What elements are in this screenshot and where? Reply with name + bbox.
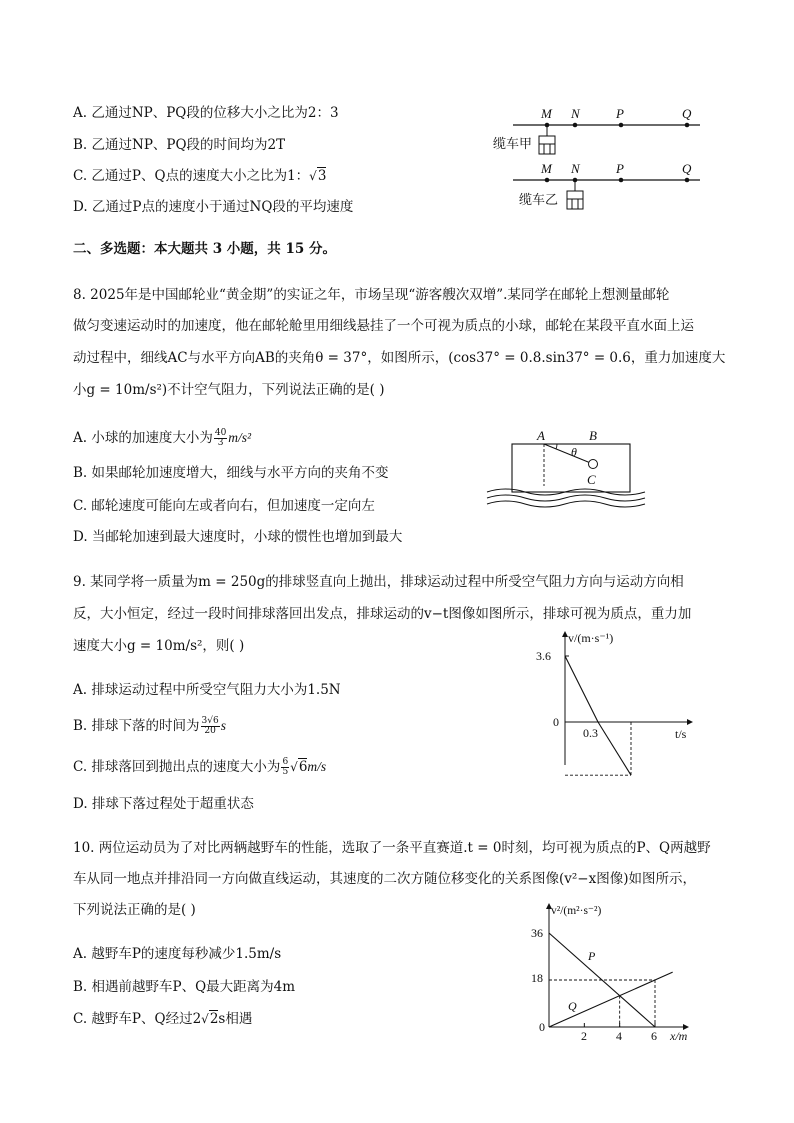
point-p-bottom: P [616,161,624,176]
cable-car-b-icon [567,180,583,209]
q10-stem-line2: 车从同一地点并排沿同一方向做直线运动，其速度的二次方随位移变化的关系图像(v²−x图像)如图所示， [73,871,696,887]
v2x-chart [520,900,710,1045]
q9-option-b: B. 排球下落的时间为 $\frac{3√6}{20}$ s [73,716,226,736]
point-n-bottom: N [571,161,580,176]
vt-xtick-03: 0.3 [583,726,598,740]
car-b-label: 缆车乙 [519,193,559,208]
q9-option-a: A. 排球运动过程中所受空气阻力大小为1.5N [73,682,341,698]
q8-option-a: A. 小球的加速度大小为 $\frac{40}{3}$ m/s² [73,428,252,448]
q8-stem-line2: 做匀变速运动时的加速度，他在邮轮舱里用细线悬挂了一个可视为质点的小球，邮轮在某段平直水面上运 [73,318,694,334]
v2x-xtick-4: 4 [616,1029,622,1043]
v2x-xtick-2: 2 [581,1029,587,1043]
q8-option-b: B. 如果邮轮加速度增大，细线与水平方向的夹角不变 [73,465,389,481]
q7-option-d: D. 乙通过P点的速度小于通过NQ段的平均速度 [73,199,354,215]
point-p-top: P [616,106,624,121]
point-m-bottom: M [541,161,552,176]
cable-car-figure [485,100,715,210]
v2x-label-p: P [588,949,596,963]
vt-ytick-36: 3.6 [536,649,551,663]
label-c: C [587,472,596,487]
label-theta: θ [571,445,577,459]
q10-stem-line3: 下列说法正确的是( ) [73,902,196,918]
cable-car-a-icon [539,125,555,154]
v2x-ylabel: v²/(m²·s⁻²) [551,905,602,917]
q8-stem-line1: 8. 2025年是中国邮轮业“黄金期”的实证之年，市场呈现“游客艘次双增”.某同学在邮轮上想测量邮轮 [73,287,670,303]
vt-series-segment-1 [598,722,631,775]
ship-pendulum-figure [485,426,645,516]
q10-stem-line1: 10. 两位运动员为了对比两辆越野车的性能，选取了一条平直赛道.t = 0时刻，均可视为质点的P、Q两越野 [73,840,711,856]
vt-origin: 0 [553,715,559,729]
vt-chart [532,630,702,770]
v2x-xlabel: x/m [670,1029,688,1043]
q9-option-d: D. 排球下落过程处于超重状态 [73,796,254,812]
v2x-xtick-6: 6 [651,1029,657,1043]
q9-stem-line1: 9. 某同学将一质量为m = 250g的排球竖直向上抛出，排球运动过程中所受空气阻力方向与运动方向相 [73,574,684,590]
q10-option-a: A. 越野车P的速度每秒减少1.5m/s [73,946,282,962]
section-header: 二、多选题：本大题共 3 小题，共 15 分。 [73,241,336,257]
v2x-ytick-36: 36 [531,926,543,940]
q10-option-b: B. 相遇前越野车P、Q最大距离为4m [73,979,296,995]
v2x-origin: 0 [539,1020,545,1034]
vt-series-segment-0 [565,656,598,722]
q8-stem-line4: 小g = 10m/s²)不计空气阻力，下列说法正确的是( ) [73,382,385,398]
q9-stem-line2: 反，大小恒定，经过一段时间排球落回出发点，排球运动的v−t图像如图所示，排球可视为质点，重力加 [73,606,692,622]
q7-option-b: B. 乙通过NP、PQ段的时间均为2T [73,137,286,153]
q8-option-c: C. 邮轮速度可能向左或者向右，但加速度一定向左 [73,498,375,514]
point-q-top: Q [682,106,692,121]
vt-ylabel: v/(m·s⁻¹) [568,631,614,645]
ball-icon [589,460,598,469]
q9-stem-line3: 速度大小g = 10m/s²，则( ) [73,638,245,654]
q9-option-c: C. 排球落回到抛出点的速度大小为 $\frac{6}{5}$ √6m/s [73,757,327,777]
q10-option-c: C. 越野车P、Q经过2√2s相遇 [73,1011,253,1027]
q8-stem-line3: 动过程中，细线AC与水平方向AB的夹角θ = 37°，如图所示，(cos37° = 0.8.sin37° = 0.6，重力加速度大 [73,350,726,366]
q7-option-c: C. 乙通过P、Q点的速度大小之比为1：√3 [73,168,327,184]
point-m-top: M [541,106,552,121]
car-a-label: 缆车甲 [493,137,533,152]
label-a: A [537,428,545,443]
v2x-label-q: Q [568,999,577,1013]
point-q-bottom: Q [682,161,692,176]
v2x-ytick-18: 18 [531,971,543,985]
q8-option-d: D. 当邮轮加速到最大速度时，小球的惯性也增加到最大 [73,529,403,545]
q7-option-a: A. 乙通过NP、PQ段的位移大小之比为2：3 [73,105,339,121]
point-n-top: N [571,106,580,121]
vt-xlabel: t/s [675,727,687,741]
label-b: B [589,428,597,443]
